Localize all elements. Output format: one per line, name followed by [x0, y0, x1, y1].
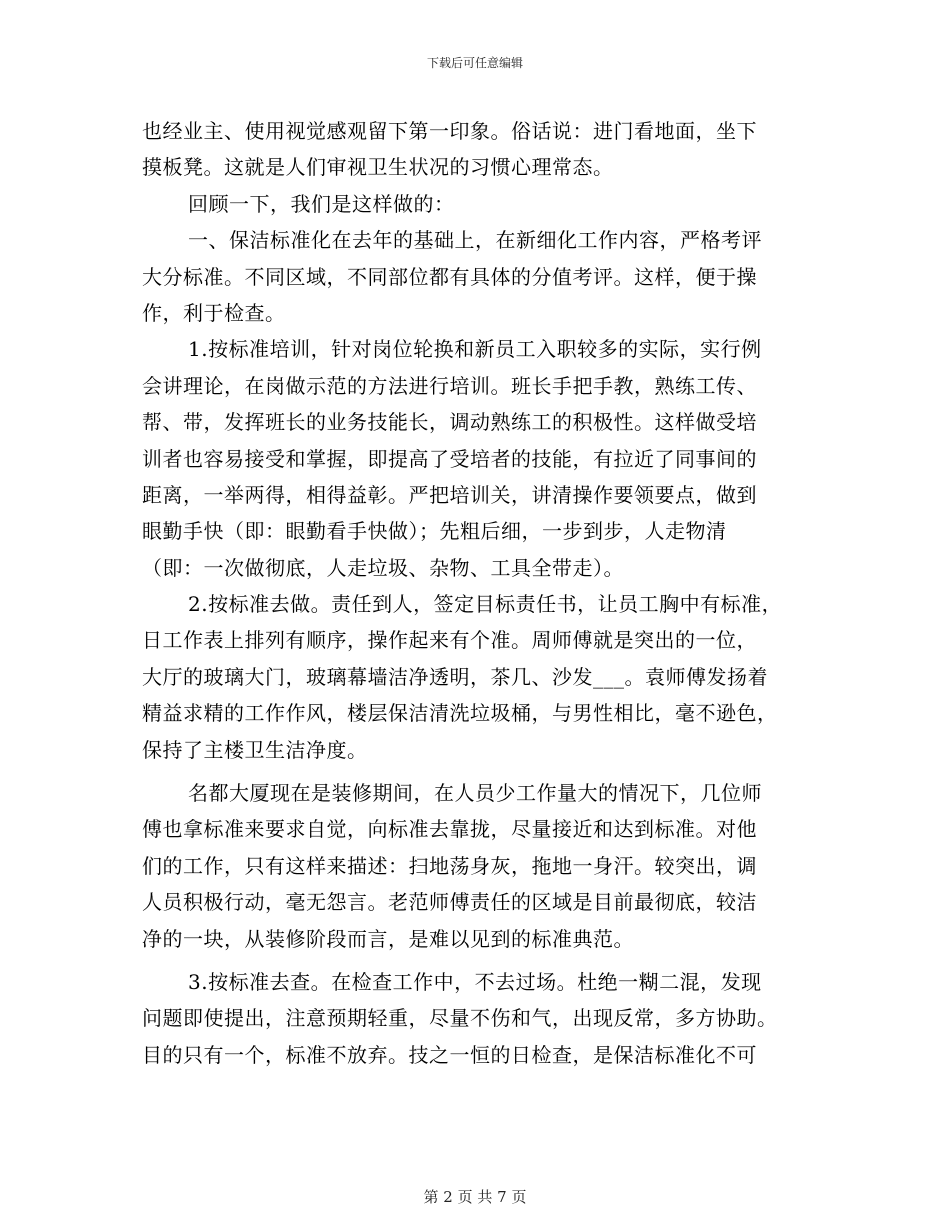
body-line: 眼勤手快（即：眼勤看手快做）；先粗后细，一步到步，人走物清	[142, 519, 727, 544]
body-line: 日工作表上排列有顺序，操作起来有个准。周师傅就是突出的一位，	[142, 628, 757, 653]
body-line: 名都大厦现在是装修期间，在人员少工作量大的情况下，几位师	[188, 781, 762, 806]
body-line: 们的工作，只有这样来描述：扫地荡身灰，拖地一身汗。较突出，调	[142, 853, 757, 878]
body-line: 保持了主楼卫生洁净度。	[142, 737, 368, 762]
body-line: 会讲理论，在岗做示范的方法进行培训。班长手把手教，熟练工传、	[142, 373, 757, 398]
body-line: 问题即使提出，注意预期轻重，尽量不伤和气，出现反常，多方协助。	[142, 1006, 778, 1031]
body-line: 2.按标准去做。责任到人，签定目标责任书，让员工胸中有标准，	[188, 592, 783, 617]
body-line: 作，利于检查。	[142, 300, 286, 325]
body-line: 摸板凳。这就是人们审视卫生状况的习惯心理常态。	[142, 155, 614, 180]
body-line: 人员积极行动，毫无怨言。老范师傅责任的区域是目前最彻底，较洁	[142, 890, 757, 915]
body-line: （即：一次做彻底，人走垃圾、杂物、工具全带走）。	[142, 555, 624, 580]
page-header: 下载后可任意编辑	[426, 56, 523, 70]
body-line: 帮、带，发挥班长的业务技能长，调动熟练工的积极性。这样做受培	[142, 410, 757, 435]
body-line: 一、保洁标准化在去年的基础上，在新细化工作内容，严格考评	[188, 228, 762, 253]
body-line: 傅也拿标准来要求自觉，向标准去靠拢，尽量接近和达到标准。对他	[142, 817, 757, 842]
body-line: 净的一块，从装修阶段而言，是难以见到的标准典范。	[142, 926, 634, 951]
body-line: 训者也容易接受和掌握，即提高了受培者的技能，有拉近了同事间的	[142, 446, 757, 471]
body-line: 大厅的玻璃大门，玻璃幕墙洁净透明，茶几、沙发___。袁师傅发扬着	[142, 664, 768, 689]
body-line: 大分标准。不同区域，不同部位都有具体的分值考评。这样，便于操	[142, 264, 757, 289]
body-line: 目的只有一个，标准不放弃。技之一恒的日检查，是保洁标准化不可	[142, 1042, 757, 1067]
document-body	[142, 113, 812, 1073]
body-line: 回顾一下，我们是这样做的：	[188, 191, 455, 216]
body-line: 3.按标准去查。在检查工作中，不去过场。杜绝一糊二混，发现	[188, 969, 762, 994]
body-line: 1.按标准培训，针对岗位轮换和新员工入职较多的实际，实行例	[188, 337, 762, 362]
body-line: 距离，一举两得，相得益彰。严把培训关，讲清操作要领要点，做到	[142, 482, 757, 507]
body-line: 也经业主、使用视觉感观留下第一印象。俗话说：进门看地面，坐下	[142, 119, 757, 143]
body-line: 精益求精的工作作风，楼层保洁清洗垃圾桶，与男性相比，毫不逊色，	[142, 701, 778, 726]
page-footer: 第 2 页 共 7 页	[423, 1188, 527, 1206]
